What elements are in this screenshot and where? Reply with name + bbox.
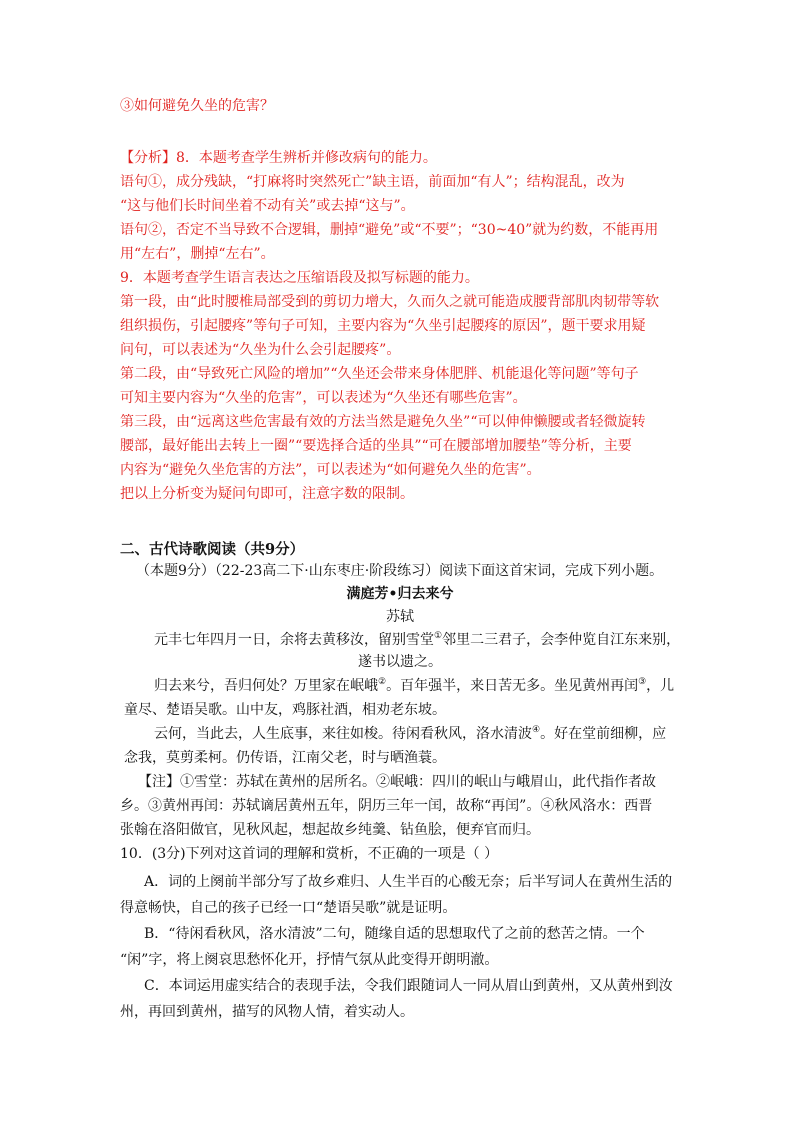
analysis-line: 第二段，由“导致死亡风险的增加”“久坐还会带来身体肥胖、机能退化等问题”等句子 — [120, 366, 639, 382]
analysis-line: 把以上分析变为疑问句即可，注意字数的限制。 — [120, 486, 414, 502]
option-a-cont: 得意畅快，自己的孩子已经一口“楚语吴歌”就是证明。 — [120, 900, 457, 916]
analysis-line: 内容为“避免久坐危害的方法”，可以表述为“如何避免久坐的危害”。 — [120, 462, 541, 478]
question-item-3: ③如何避免久坐的危害？ — [120, 98, 274, 114]
option-b-cont: “闲”字，将上阕哀思愁怀化开，抒情气氛从此变得开朗明澈。 — [120, 952, 499, 968]
poem-preface-end: 遂书以遗之。 — [358, 654, 442, 670]
option-b: B．“待闲看秋风，洛水清波”二句，随缘自适的思想取代了之前的愁苦之情。一个 — [144, 926, 645, 942]
section-intro: （本题9分）（22-23高二下·山东枣庄·阶段练习）阅读下面这首宋词，完成下列小题。 — [136, 563, 664, 579]
analysis-line: 语句①，成分残缺，“打麻将时突然死亡”缺主语，前面加“有人”；结构混乱，改为 — [120, 174, 625, 190]
analysis-line: 可知主要内容为“久坐的危害”，可以表述为“久坐还有哪些危害”。 — [120, 390, 527, 406]
analysis-line: 腰部，最好能出去转上一圈”“要选择合适的坐具”“可在腰部增加腰垫”等分析，主要 — [120, 438, 632, 454]
analysis-line: 9．本题考查学生语言表达之压缩语段及拟写标题的能力。 — [120, 270, 479, 286]
option-c: C．本词运用虚实结合的表现手法，令我们跟随词人一同从眉山到黄州，又从黄州到汝 — [144, 978, 673, 994]
poem-stanza-2-cont: 念我，莫剪柔柯。仍传语，江南父老，时与晒渔蓑。 — [124, 750, 446, 766]
poem-note: 乡。③黄州再闰：苏轼谪居黄州五年，阴历三年一闰，故称“再闰”。④秋风洛水：西晋 — [120, 798, 653, 814]
poem-author: 苏轼 — [386, 609, 414, 625]
option-a: A．词的上阕前半部分写了故乡难归、人生半百的心酸无奈；后半写词人在黄州生活的 — [144, 874, 673, 890]
poem-stanza-1-cont: 童尽、楚语吴歌。山中友，鸡豚社酒，相劝老东坡。 — [124, 702, 446, 718]
poem-title: 满庭芳•归去来兮 — [346, 586, 454, 602]
analysis-line: 第三段，由“远离这些危害最有效的方法当然是避免久坐”“可以伸伸懒腰或者轻微旋转 — [120, 414, 646, 430]
poem-stanza-2: 云何，当此去，人生底事，来往如梭。待闲看秋风，洛水清波④。好在堂前细柳，应 — [154, 725, 667, 742]
poem-stanza-1: 归去来兮，吾归何处？万里家在岷峨②。百年强半，来日苦无多。坐见黄州再闰③，儿 — [154, 677, 675, 694]
analysis-line: 用“左右”，删掉“左右”。 — [120, 246, 275, 262]
analysis-line: 问句，可以表述为“久坐为什么会引起腰疼”。 — [120, 342, 401, 358]
analysis-line: 第一段，由“此时腰椎局部受到的剪切力增大，久而久之就可能造成腰背部肌肉韧带等软 — [120, 294, 660, 310]
section-heading: 二、古代诗歌阅读（共9分） — [120, 541, 305, 558]
analysis-line: 组织损伤，引起腰疼”等句子可知，主要内容为“久坐引起腰疼的原因”，题干要求用疑 — [120, 318, 646, 334]
question-10-stem: 10．(3分)下列对这首词的理解和赏析，不正确的一项是（ ） — [120, 846, 499, 862]
analysis-title: 【分析】8．本题考查学生辨析并修改病句的能力。 — [120, 150, 437, 166]
analysis-line: 语句②，否定不当导致不合逻辑，删掉“避免”或“不要”；“30~40”就为约数，不能再用 — [120, 222, 659, 238]
poem-note: 【注】①雪堂：苏轼在黄州的居所名。②岷峨：四川的岷山与峨眉山，此代指作者故 — [138, 774, 656, 790]
poem-preface: 元丰七年四月一日，余将去黄移汝，留别雪堂①邻里二三君子，会李仲览自江东来别， — [154, 631, 681, 648]
option-c-cont: 州，再回到黄州，描写的风物人情，着实动人。 — [120, 1004, 414, 1020]
analysis-line: “这与他们长时间坐着不动有关”或去掉“这与”。 — [120, 198, 415, 214]
poem-note: 张翰在洛阳做官，见秋风起，想起故乡纯羹、钻鱼脍，便弃官而归。 — [120, 822, 540, 838]
